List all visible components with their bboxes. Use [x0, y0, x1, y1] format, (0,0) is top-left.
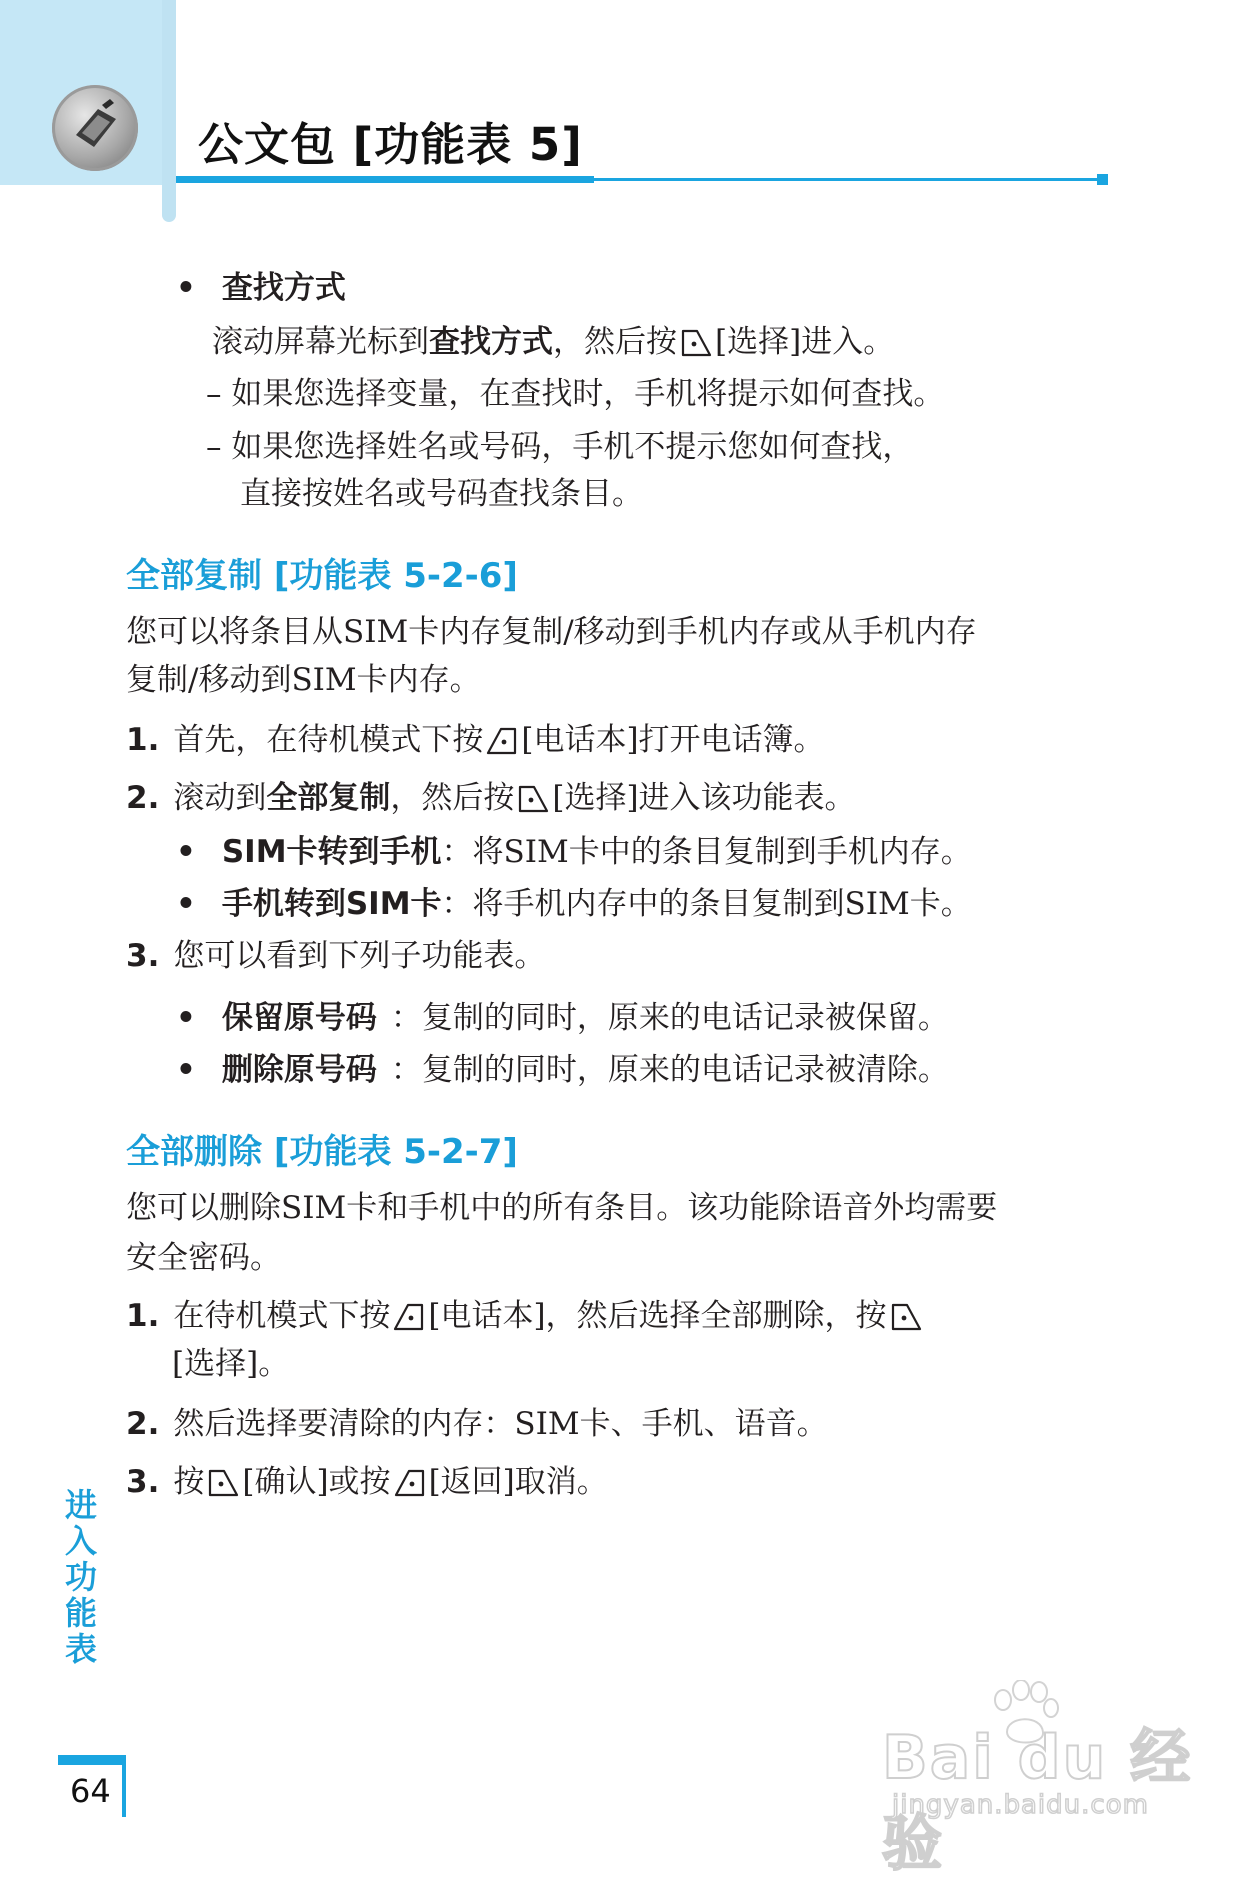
step-number: 1.: [126, 722, 160, 758]
bold-term: 全部复制: [266, 780, 391, 816]
step-item: [126, 778, 856, 818]
paragraph: 您可以将条目从SIM卡内存复制/移动到手机内存或从手机内存: [126, 614, 977, 650]
text: [电话本]，然后选择全部删除，按: [428, 1298, 887, 1334]
dash-item: – 如果您选择姓名或号码，手机不提示您如何查找，: [206, 429, 914, 465]
watermark-logo: Bai du 经验: [882, 1723, 1193, 1879]
watermark-url: jingyan.baidu.com: [892, 1790, 1149, 1820]
search-mode-line: [212, 322, 894, 362]
text: ：复制的同时，原来的电话记录被保留。: [390, 1000, 949, 1036]
right-soft-key-icon: [516, 784, 550, 814]
text: 滚动屏幕光标到: [212, 324, 429, 360]
bullet-title: 查找方式: [221, 270, 346, 306]
side-section-label: 进入功能表: [60, 1488, 98, 1668]
bold-term: SIM卡转到手机: [221, 834, 442, 870]
text: 您可以看到下列子功能表。: [173, 938, 546, 974]
text: 在待机模式下按: [173, 1298, 391, 1334]
right-soft-key-icon: [679, 328, 713, 358]
paragraph: 复制/移动到SIM卡内存。: [126, 662, 481, 698]
step-number: 2.: [126, 780, 160, 816]
step-item: [126, 1462, 608, 1502]
step-item: [126, 936, 545, 976]
bullet-item: • SIM卡转到手机：将SIM卡中的条目复制到手机内存。: [176, 834, 972, 870]
text: 按: [173, 1464, 205, 1500]
text: 滚动到: [173, 780, 267, 816]
bold-term: 删除原号码: [221, 1052, 377, 1088]
step-number: 2.: [126, 1406, 160, 1442]
left-soft-key-icon: [392, 1302, 426, 1332]
text: [选择]进入该功能表。: [552, 780, 856, 816]
step-number: 3.: [126, 938, 160, 974]
section-heading-copy-all: 全部复制 [功能表 5-2-6]: [126, 556, 518, 596]
step-number: 1.: [126, 1298, 160, 1334]
header-tab-bar: [162, 0, 176, 222]
paragraph: 您可以删除SIM卡和手机中的所有条目。该功能除语音外均需要: [126, 1190, 998, 1226]
paragraph: 安全密码。: [126, 1240, 281, 1276]
step-item: [126, 720, 825, 760]
bullet-item: • 保留原号码 ：复制的同时，原来的电话记录被保留。: [176, 1000, 949, 1036]
bullet-item: • 手机转到SIM卡：将手机内存中的条目复制到SIM卡。: [176, 886, 972, 922]
header-rule-end: [1097, 174, 1108, 185]
text: ，然后按: [390, 780, 515, 816]
text: 然后选择要清除的内存：SIM卡、手机、语音。: [173, 1406, 828, 1442]
bold-term: 查找方式: [429, 324, 553, 360]
page-number: 64: [70, 1772, 111, 1810]
header-rule-thick: [176, 176, 594, 183]
text: [确认]或按: [242, 1464, 391, 1500]
step-item: [126, 1404, 828, 1444]
step-item: [126, 1296, 925, 1336]
step-number: 3.: [126, 1464, 160, 1500]
briefcase-disc-icon: [52, 85, 138, 171]
text: [选择]进入。: [715, 324, 895, 360]
text: ，然后按: [553, 324, 677, 360]
bullet-item: • 删除原号码 ：复制的同时，原来的电话记录被清除。: [176, 1052, 949, 1088]
text: ：将SIM卡中的条目复制到手机内存。: [441, 834, 972, 870]
section-heading-delete-all: 全部删除 [功能表 5-2-7]: [126, 1132, 518, 1172]
dash-item-continued: 直接按姓名或号码查找条目。: [240, 476, 643, 512]
text: [返回]取消。: [428, 1464, 608, 1500]
left-soft-key-icon: [485, 726, 519, 756]
bullet-search-mode: • 查找方式: [176, 270, 346, 306]
step-item-continued: [选择]。: [172, 1346, 290, 1382]
dash-item: – 如果您选择变量，在查找时，手机将提示如何查找。: [206, 376, 945, 412]
text: ：复制的同时，原来的电话记录被清除。: [390, 1052, 949, 1088]
bold-term: 保留原号码: [221, 1000, 377, 1036]
page-title: 公文包 [功能表 5]: [198, 118, 583, 171]
text: 首先，在待机模式下按: [173, 722, 484, 758]
right-soft-key-icon: [206, 1468, 240, 1498]
left-soft-key-icon: [393, 1468, 427, 1498]
page-number-rule: [122, 1755, 126, 1817]
right-soft-key-icon: [889, 1302, 923, 1332]
text: ：将手机内存中的条目复制到SIM卡。: [441, 886, 972, 922]
bold-term: 手机转到SIM卡: [221, 886, 442, 922]
page-number-bar: [58, 1755, 126, 1765]
text: [电话本]打开电话簿。: [521, 722, 825, 758]
